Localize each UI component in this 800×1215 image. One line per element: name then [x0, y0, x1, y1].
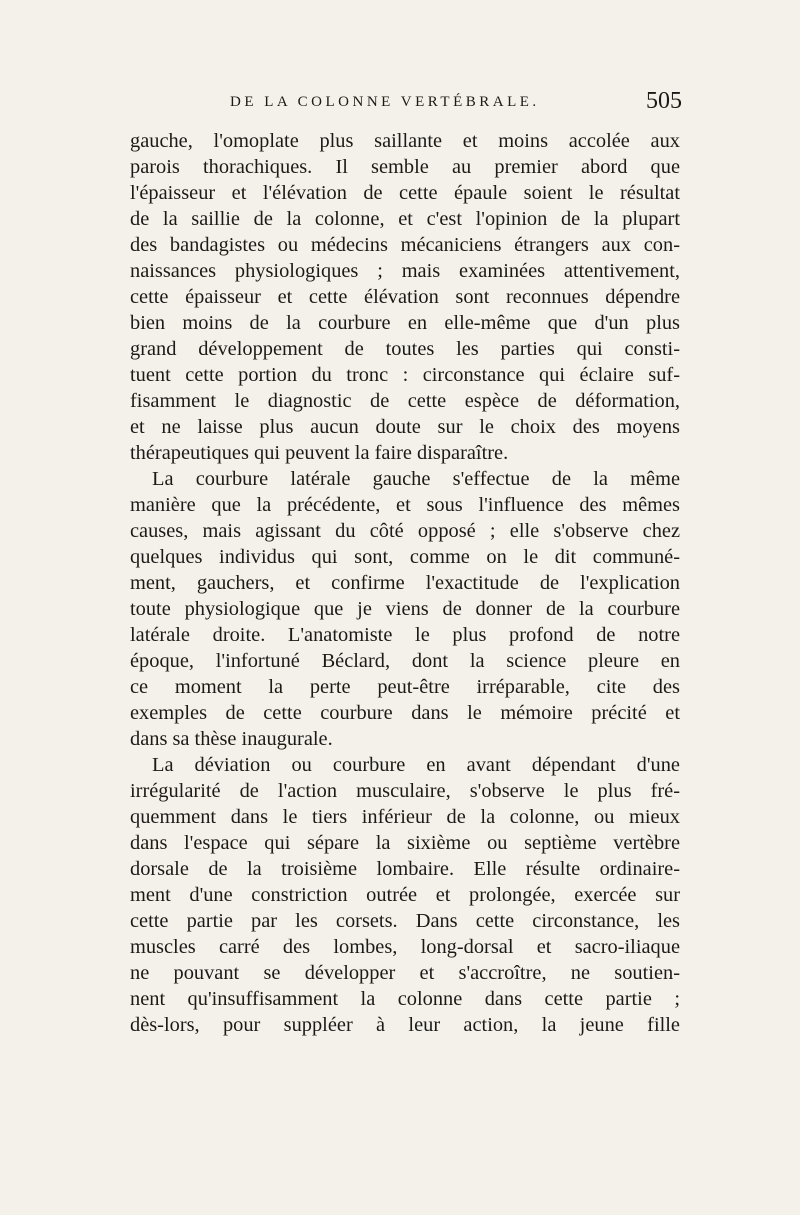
text-line: grand développement de toutes les parties qui consti-: [130, 338, 680, 360]
page-number: 505: [646, 88, 682, 114]
text-line: muscles carré des lombes, long-dorsal et sacro-iliaque: [130, 936, 680, 958]
text-line: et ne laisse plus aucun doute sur le choix des moyens: [130, 416, 680, 438]
text-line: La déviation ou courbure en avant dépendant d'une: [152, 754, 680, 776]
text-line: dans l'espace qui sépare la sixième ou septième vertèbre: [130, 832, 680, 854]
text-line: toute physiologique que je viens de donner de la courbure: [130, 598, 680, 620]
text-line: dans sa thèse inaugurale.: [130, 728, 333, 750]
text-line: quemment dans le tiers inférieur de la colonne, ou mieux: [130, 806, 680, 828]
text-line: ce moment la perte peut-être irréparable, cite des: [130, 676, 680, 698]
text-line: thérapeutiques qui peuvent la faire disparaître.: [130, 442, 509, 464]
text-line: manière que la précédente, et sous l'influence des mêmes: [130, 494, 680, 516]
text-line: nent qu'insuffisamment la colonne dans cette partie ;: [130, 988, 680, 1010]
text-line: parois thorachiques. Il semble au premier abord que: [130, 156, 680, 178]
text-line: bien moins de la courbure en elle-même que d'un plus: [130, 312, 680, 334]
text-line: ne pouvant se développer et s'accroître, ne soutien-: [130, 962, 680, 984]
text-line: exemples de cette courbure dans le mémoire précité et: [130, 702, 680, 724]
text-line: l'épaisseur et l'élévation de cette épaule soient le résultat: [130, 182, 680, 204]
text-line: de la saillie de la colonne, et c'est l'opinion de la plupart: [130, 208, 680, 230]
text-line: dorsale de la troisième lombaire. Elle résulte ordinaire-: [130, 858, 680, 880]
text-line: ment d'une constriction outrée et prolongée, exercée sur: [130, 884, 680, 906]
book-page: [130, 90, 680, 1038]
text-line: ment, gauchers, et confirme l'exactitude de l'explication: [130, 572, 680, 594]
text-line: La courbure latérale gauche s'effectue de la même: [152, 468, 680, 490]
page-header: [130, 90, 680, 128]
text-line: naissances physiologiques ; mais examinées attentivement,: [130, 260, 680, 282]
text-line: quelques individus qui sont, comme on le dit communé-: [130, 546, 680, 568]
text-line: tuent cette portion du tronc : circonstance qui éclaire suf-: [130, 364, 680, 386]
text-line: des bandagistes ou médecins mécaniciens étrangers aux con-: [130, 234, 680, 256]
text-line: causes, mais agissant du côté opposé ; elle s'observe chez: [130, 520, 680, 542]
text-line: gauche, l'omoplate plus saillante et moins accolée aux: [130, 130, 680, 152]
body-text: [130, 128, 680, 1038]
text-line: cette épaisseur et cette élévation sont reconnues dépendre: [130, 286, 680, 308]
text-line: fisamment le diagnostic de cette espèce de déformation,: [130, 390, 680, 412]
text-line: irrégularité de l'action musculaire, s'observe le plus fré-: [130, 780, 680, 802]
text-line: cette partie par les corsets. Dans cette circonstance, les: [130, 910, 680, 932]
text-line: dès-lors, pour suppléer à leur action, la jeune fille: [130, 1014, 680, 1036]
running-head: DE LA COLONNE VERTÉBRALE.: [230, 94, 540, 110]
text-line: époque, l'infortuné Béclard, dont la science pleure en: [130, 650, 680, 672]
text-line: latérale droite. L'anatomiste le plus profond de notre: [130, 624, 680, 646]
